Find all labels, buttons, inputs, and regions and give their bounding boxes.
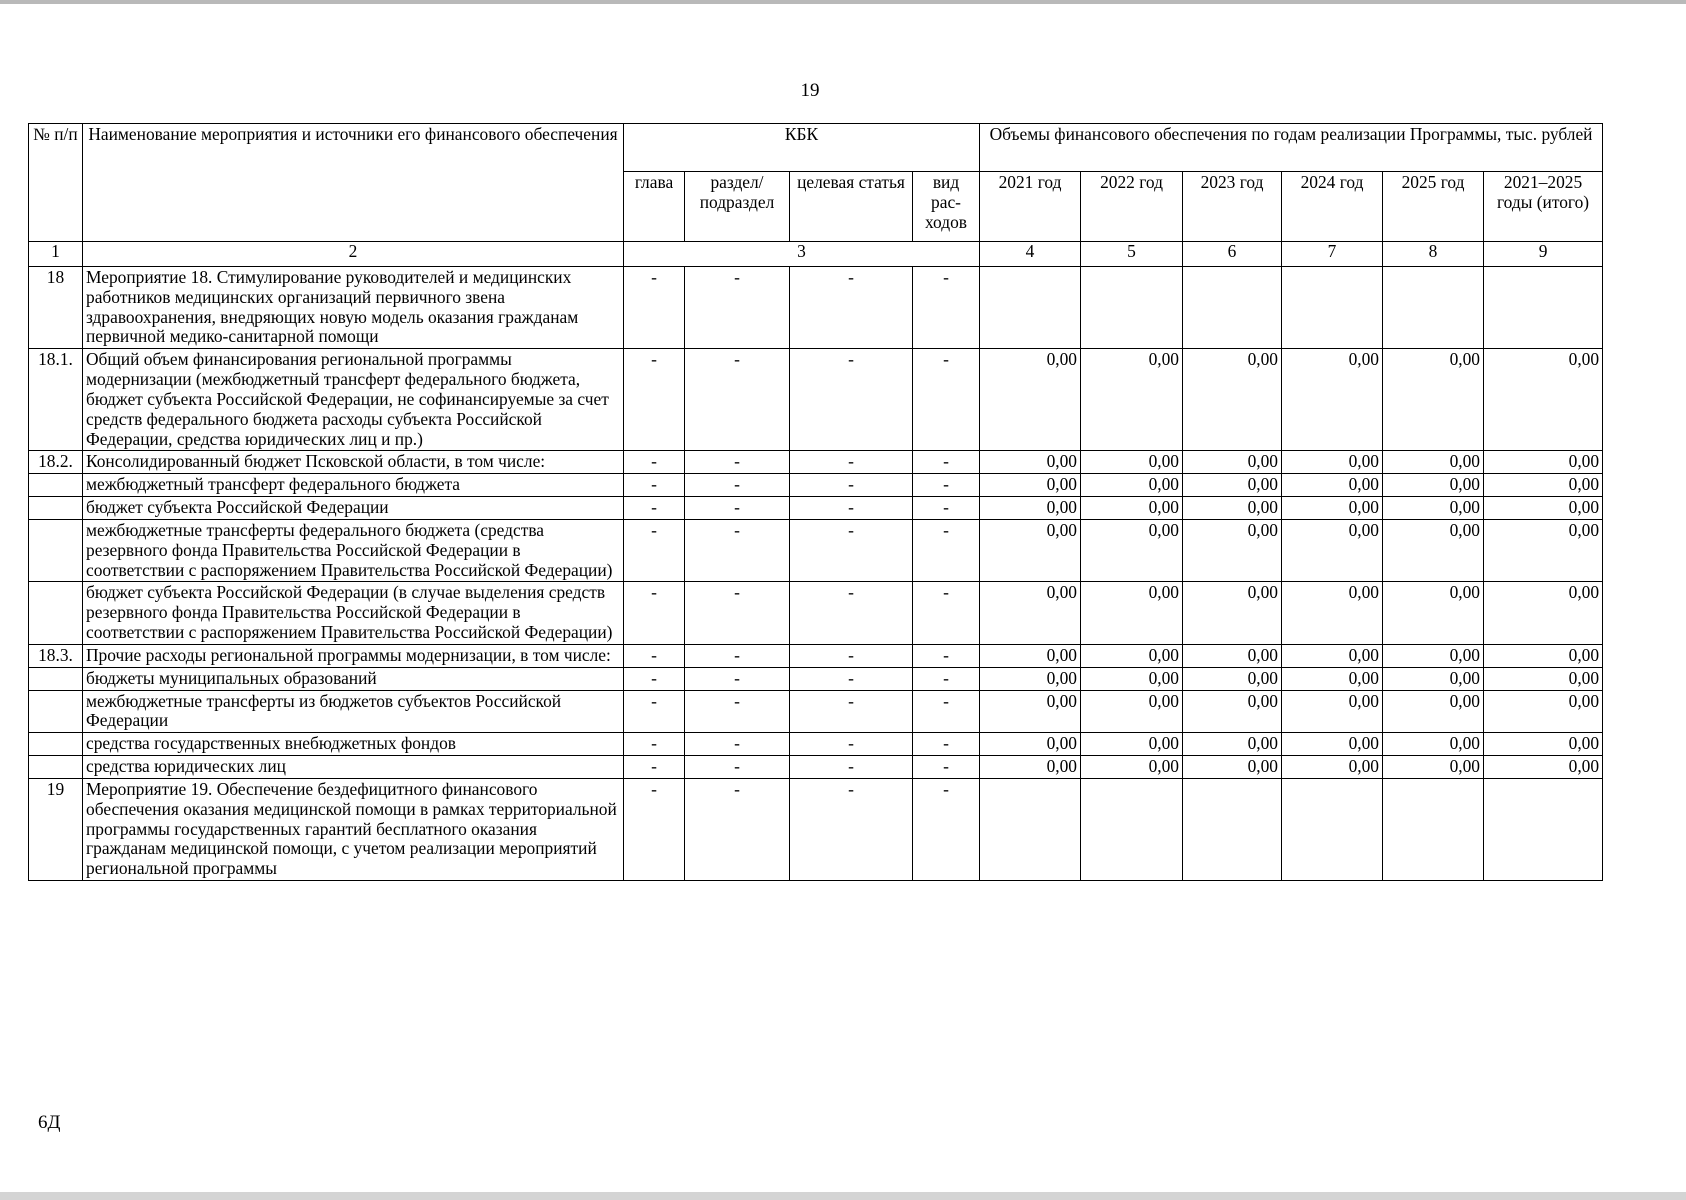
value-cell: 0,00 — [1081, 644, 1183, 667]
kbk-cell: - — [913, 690, 980, 733]
value-cell — [1081, 778, 1183, 880]
row-number — [29, 733, 83, 756]
column-number: 9 — [1484, 242, 1603, 267]
kbk-cell: - — [790, 582, 913, 644]
value-cell: 0,00 — [1282, 733, 1383, 756]
value-cell: 0,00 — [1183, 451, 1282, 474]
kbk-cell: - — [913, 474, 980, 497]
kbk-cell: - — [913, 497, 980, 520]
value-cell: 0,00 — [1282, 451, 1383, 474]
kbk-cell: - — [685, 451, 790, 474]
table-row — [29, 733, 1603, 756]
row-number: 18 — [29, 267, 83, 349]
value-cell: 0,00 — [1383, 474, 1484, 497]
table-row — [29, 756, 1603, 779]
kbk-cell: - — [790, 778, 913, 880]
column-number-row — [29, 242, 1603, 267]
table-row — [29, 349, 1603, 451]
kbk-cell: - — [913, 349, 980, 451]
row-number — [29, 519, 83, 581]
kbk-cell: - — [913, 582, 980, 644]
column-number: 4 — [980, 242, 1081, 267]
kbk-cell: - — [913, 644, 980, 667]
kbk-cell: - — [624, 733, 685, 756]
table-body — [29, 242, 1603, 881]
value-cell: 0,00 — [980, 667, 1081, 690]
header-vid: вид рас- ходов — [913, 172, 980, 242]
value-cell: 0,00 — [1081, 349, 1183, 451]
kbk-cell: - — [790, 267, 913, 349]
kbk-cell: - — [624, 667, 685, 690]
value-cell — [1383, 778, 1484, 880]
kbk-cell: - — [685, 474, 790, 497]
column-number: 2 — [83, 242, 624, 267]
value-cell: 0,00 — [980, 756, 1081, 779]
row-number — [29, 582, 83, 644]
value-cell: 0,00 — [1282, 667, 1383, 690]
kbk-cell: - — [624, 582, 685, 644]
value-cell: 0,00 — [1183, 756, 1282, 779]
value-cell: 0,00 — [1081, 582, 1183, 644]
value-cell: 0,00 — [1383, 756, 1484, 779]
kbk-cell: - — [624, 690, 685, 733]
value-cell: 0,00 — [1484, 582, 1603, 644]
value-cell: 0,00 — [1484, 667, 1603, 690]
row-number — [29, 690, 83, 733]
kbk-cell: - — [685, 756, 790, 779]
row-name: межбюджетные трансферты федерального бюджета (средства резервного фонда Правительства Российской Федерации в соответствии с распоряжением Правительства Российской Федерации) — [83, 519, 624, 581]
table-row — [29, 582, 1603, 644]
table-row — [29, 267, 1603, 349]
row-name: Мероприятие 19. Обеспечение бездефицитного финансового обеспечения оказания медицинской помощи в рамках территориальной программы государственных гарантий бесплатного оказания гражданам медицинской помощи, с учетом реализации мероприятий региональной программы — [83, 778, 624, 880]
kbk-cell: - — [790, 756, 913, 779]
value-cell: 0,00 — [1183, 349, 1282, 451]
value-cell: 0,00 — [1081, 690, 1183, 733]
value-cell — [980, 778, 1081, 880]
value-cell — [1383, 267, 1484, 349]
header-total: 2021–2025 годы (итого) — [1484, 172, 1603, 242]
value-cell: 0,00 — [1183, 690, 1282, 733]
kbk-cell: - — [624, 644, 685, 667]
value-cell — [1484, 267, 1603, 349]
value-cell: 0,00 — [1081, 667, 1183, 690]
row-number — [29, 667, 83, 690]
value-cell: 0,00 — [1484, 756, 1603, 779]
value-cell — [1282, 778, 1383, 880]
value-cell: 0,00 — [1484, 519, 1603, 581]
table-row — [29, 519, 1603, 581]
value-cell — [1282, 267, 1383, 349]
value-cell: 0,00 — [1484, 349, 1603, 451]
value-cell: 0,00 — [1484, 451, 1603, 474]
value-cell: 0,00 — [980, 644, 1081, 667]
header-celevaya: целевая статья — [790, 172, 913, 242]
kbk-cell: - — [685, 267, 790, 349]
kbk-cell: - — [685, 519, 790, 581]
value-cell: 0,00 — [980, 690, 1081, 733]
scan-edge-top — [0, 0, 1686, 4]
value-cell: 0,00 — [1183, 644, 1282, 667]
row-number — [29, 474, 83, 497]
value-cell: 0,00 — [1484, 497, 1603, 520]
kbk-cell: - — [913, 667, 980, 690]
kbk-cell: - — [624, 267, 685, 349]
footer-code: 6Д — [38, 1112, 61, 1133]
kbk-cell: - — [685, 349, 790, 451]
header-razdel: раздел/ подраздел — [685, 172, 790, 242]
header-kbk: КБК — [624, 124, 980, 172]
row-number: 18.3. — [29, 644, 83, 667]
row-name: бюджет субъекта Российской Федерации (в случае выделения средств резервного фонда Правительства Российской Федерации в соответствии с распоряжением Правительства Российской Федерации) — [83, 582, 624, 644]
value-cell: 0,00 — [1383, 451, 1484, 474]
value-cell: 0,00 — [1484, 474, 1603, 497]
header-volumes: Объемы финансового обеспечения по годам реализации Программы, тыс. рублей — [980, 124, 1603, 172]
value-cell: 0,00 — [1383, 644, 1484, 667]
value-cell: 0,00 — [980, 451, 1081, 474]
kbk-cell: - — [790, 519, 913, 581]
row-name: межбюджетные трансферты из бюджетов субъектов Российской Федерации — [83, 690, 624, 733]
kbk-cell: - — [624, 519, 685, 581]
table-row — [29, 474, 1603, 497]
value-cell: 0,00 — [1282, 474, 1383, 497]
kbk-cell: - — [913, 451, 980, 474]
row-name: Мероприятие 18. Стимулирование руководителей и медицинских работников медицинских организаций первичного звена здравоохранения, внедряющих новую модель оказания гражданам первичной медико-санитарной помощи — [83, 267, 624, 349]
header-2024: 2024 год — [1282, 172, 1383, 242]
kbk-cell: - — [624, 756, 685, 779]
value-cell: 0,00 — [980, 349, 1081, 451]
column-number: 6 — [1183, 242, 1282, 267]
value-cell: 0,00 — [980, 733, 1081, 756]
kbk-cell: - — [913, 733, 980, 756]
row-number — [29, 497, 83, 520]
value-cell: 0,00 — [1183, 474, 1282, 497]
kbk-cell: - — [790, 497, 913, 520]
kbk-cell: - — [790, 667, 913, 690]
kbk-cell: - — [913, 267, 980, 349]
kbk-cell: - — [685, 644, 790, 667]
value-cell: 0,00 — [980, 474, 1081, 497]
kbk-cell: - — [913, 778, 980, 880]
value-cell: 0,00 — [1383, 349, 1484, 451]
kbk-cell: - — [790, 451, 913, 474]
value-cell: 0,00 — [1282, 519, 1383, 581]
column-number: 3 — [624, 242, 980, 267]
column-number: 7 — [1282, 242, 1383, 267]
row-name: бюджеты муниципальных образований — [83, 667, 624, 690]
kbk-cell: - — [624, 474, 685, 497]
value-cell: 0,00 — [1081, 474, 1183, 497]
table-row — [29, 667, 1603, 690]
row-number: 18.1. — [29, 349, 83, 451]
kbk-cell: - — [685, 690, 790, 733]
value-cell: 0,00 — [1383, 690, 1484, 733]
financing-table — [28, 123, 1603, 881]
row-name: Общий объем финансирования региональной программы модернизации (межбюджетный трансферт федерального бюджета, бюджет субъекта Российской Федерации, не софинансируемые за счет средств федерального бюджета расходы субъекта Российской Федерации, средства юридических лиц и пр.) — [83, 349, 624, 451]
value-cell: 0,00 — [1183, 667, 1282, 690]
value-cell: 0,00 — [1282, 497, 1383, 520]
value-cell: 0,00 — [1081, 451, 1183, 474]
row-name: межбюджетный трансферт федерального бюджета — [83, 474, 624, 497]
value-cell: 0,00 — [980, 497, 1081, 520]
row-name: Прочие расходы региональной программы модернизации, в том числе: — [83, 644, 624, 667]
row-name: Консолидированный бюджет Псковской области, в том числе: — [83, 451, 624, 474]
header-2022: 2022 год — [1081, 172, 1183, 242]
kbk-cell: - — [685, 667, 790, 690]
table-row — [29, 451, 1603, 474]
value-cell — [1484, 778, 1603, 880]
row-number: 19 — [29, 778, 83, 880]
value-cell: 0,00 — [1383, 519, 1484, 581]
value-cell: 0,00 — [1183, 519, 1282, 581]
value-cell: 0,00 — [1282, 644, 1383, 667]
kbk-cell: - — [685, 778, 790, 880]
value-cell: 0,00 — [1484, 644, 1603, 667]
value-cell: 0,00 — [1383, 733, 1484, 756]
header-num: № п/п — [29, 124, 83, 242]
value-cell: 0,00 — [980, 519, 1081, 581]
kbk-cell: - — [913, 756, 980, 779]
value-cell — [1183, 267, 1282, 349]
value-cell: 0,00 — [1484, 733, 1603, 756]
kbk-cell: - — [624, 778, 685, 880]
row-name: бюджет субъекта Российской Федерации — [83, 497, 624, 520]
kbk-cell: - — [624, 349, 685, 451]
value-cell: 0,00 — [1383, 497, 1484, 520]
kbk-cell: - — [685, 733, 790, 756]
value-cell: 0,00 — [1081, 497, 1183, 520]
table-header — [29, 124, 1603, 242]
row-name: средства юридических лиц — [83, 756, 624, 779]
value-cell: 0,00 — [980, 582, 1081, 644]
kbk-cell: - — [624, 497, 685, 520]
kbk-cell: - — [790, 733, 913, 756]
kbk-cell: - — [624, 451, 685, 474]
kbk-cell: - — [790, 349, 913, 451]
value-cell: 0,00 — [1282, 349, 1383, 451]
scan-edge-bottom — [0, 1192, 1686, 1200]
column-number: 8 — [1383, 242, 1484, 267]
header-2021: 2021 год — [980, 172, 1081, 242]
kbk-cell: - — [685, 497, 790, 520]
value-cell — [980, 267, 1081, 349]
kbk-cell: - — [790, 690, 913, 733]
column-number: 5 — [1081, 242, 1183, 267]
row-number — [29, 756, 83, 779]
value-cell — [1081, 267, 1183, 349]
value-cell: 0,00 — [1081, 733, 1183, 756]
value-cell: 0,00 — [1183, 497, 1282, 520]
kbk-cell: - — [790, 474, 913, 497]
header-2025: 2025 год — [1383, 172, 1484, 242]
row-number: 18.2. — [29, 451, 83, 474]
kbk-cell: - — [913, 519, 980, 581]
page-number: 19 — [800, 80, 820, 101]
value-cell: 0,00 — [1081, 519, 1183, 581]
value-cell: 0,00 — [1081, 756, 1183, 779]
column-number: 1 — [29, 242, 83, 267]
header-glava: глава — [624, 172, 685, 242]
row-name: средства государственных внебюджетных фондов — [83, 733, 624, 756]
header-name: Наименование мероприятия и источники его финансового обеспечения — [83, 124, 624, 242]
table-row — [29, 778, 1603, 880]
kbk-cell: - — [790, 644, 913, 667]
value-cell: 0,00 — [1383, 582, 1484, 644]
header-2023: 2023 год — [1183, 172, 1282, 242]
kbk-cell: - — [685, 582, 790, 644]
table-row — [29, 497, 1603, 520]
table-row — [29, 690, 1603, 733]
value-cell: 0,00 — [1183, 733, 1282, 756]
value-cell: 0,00 — [1282, 582, 1383, 644]
value-cell: 0,00 — [1282, 756, 1383, 779]
value-cell — [1183, 778, 1282, 880]
value-cell: 0,00 — [1183, 582, 1282, 644]
value-cell: 0,00 — [1383, 667, 1484, 690]
value-cell: 0,00 — [1282, 690, 1383, 733]
table-row — [29, 644, 1603, 667]
value-cell: 0,00 — [1484, 690, 1603, 733]
